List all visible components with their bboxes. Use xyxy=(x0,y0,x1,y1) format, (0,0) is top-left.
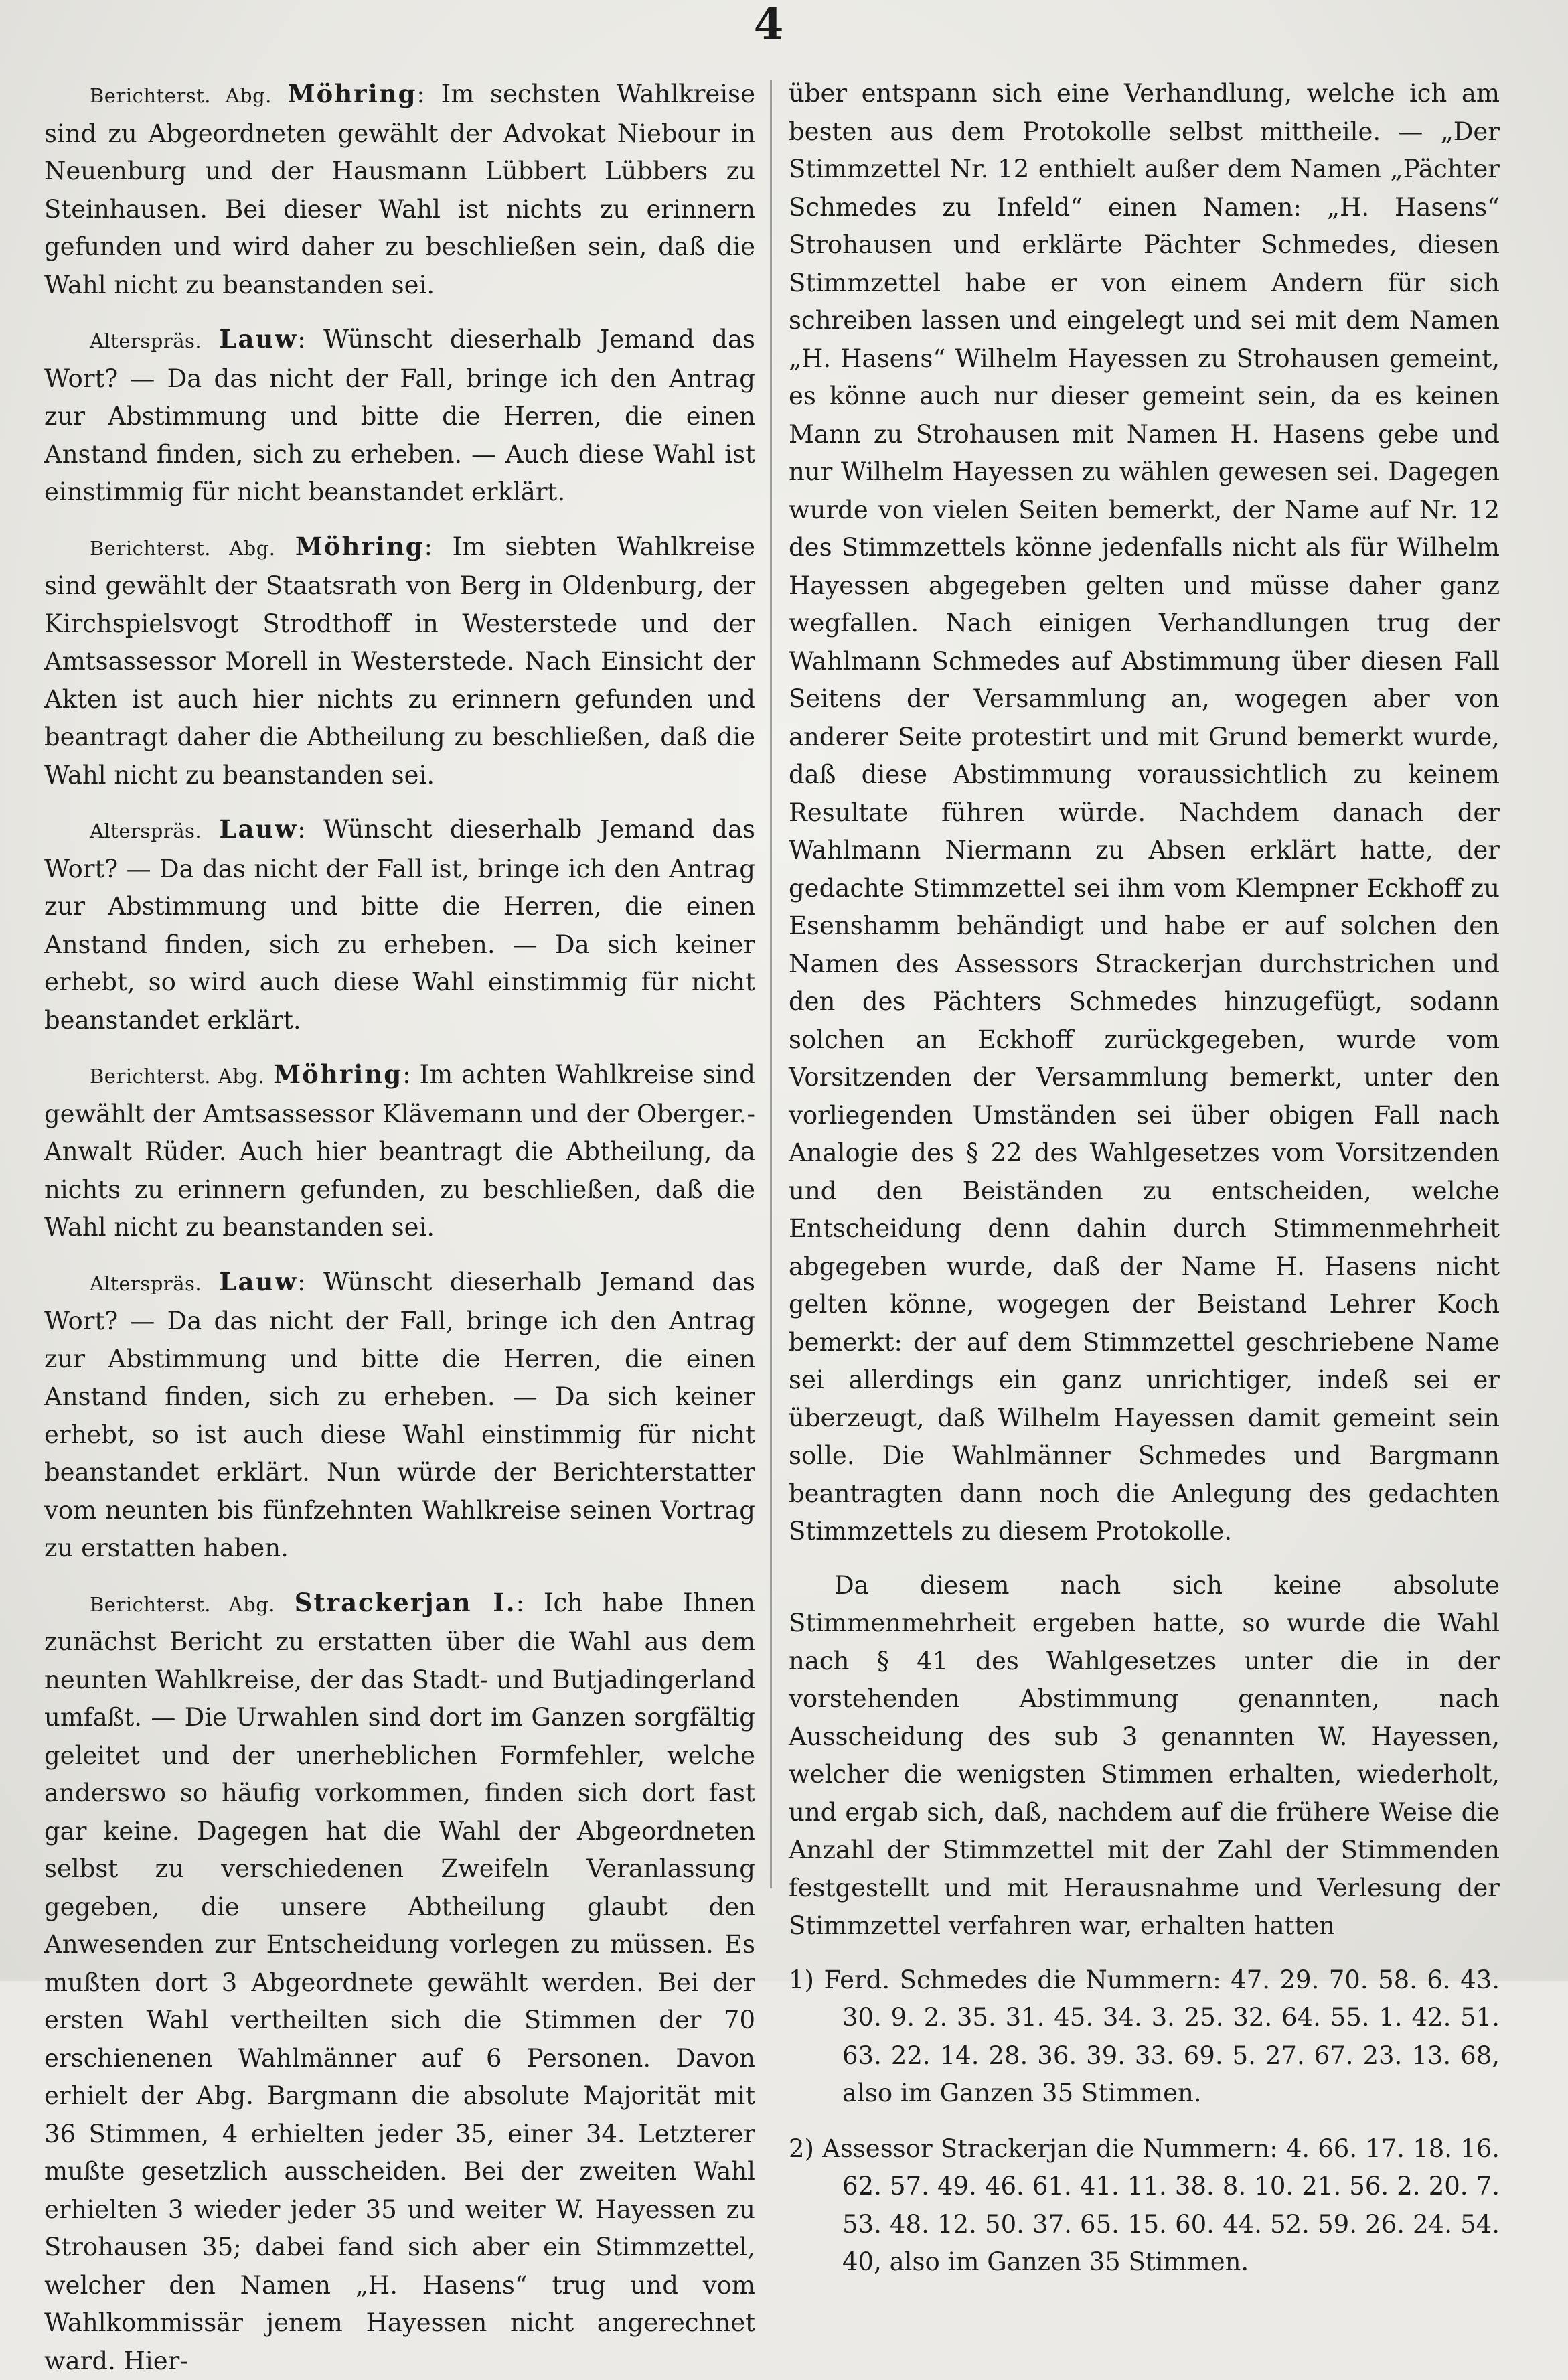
speech-paragraph: Alterspräs. Lauw: Wünscht dieserhalb Jemand das Wort? — Da das nicht der Fall, bringe ich den Antrag zur Abstimmung und bitte die Herren, die einen Anstand finden, sich zu erheben. — Da sich keiner erhebt, so ist auch diese Wahl einstimmig für nicht beanstandet erklärt. Nun würde der Berichterstatter vom neunten bis fünfzehnten Wahlkreise seinen Vortrag zu erstatten haben. xyxy=(44,1263,755,1568)
continuation-paragraph: über entspann sich eine Verhandlung, welche ich am besten aus dem Protokolle selbst mittheile. — „Der Stimmzettel Nr. 12 enthielt außer dem Namen „Pächter Schmedes zu Infeld“ einen Namen: „H. Hasens“ Strohausen und erklärte Pächter Schmedes, diesen Stimmzettel habe er von einem Andern für sich schreiben lassen und eingelegt und sei mit dem Namen „H. Hasens“ Wilhelm Hayessen zu Strohausen gemeint, es könne auch nur dieser gemeint sein, da es keinen Mann zu Strohausen mit Namen H. Hasens gebe und nur Wilhelm Hayessen zu wählen gewesen sei. Dagegen wurde von vielen Seiten bemerkt, der Name auf Nr. 12 des Stimmzettels könne jedenfalls nicht als für Wilhelm Hayessen abgegeben gelten und müsse daher ganz wegfallen. Nach einigen Verhandlungen trug der Wahlmann Schmedes auf Abstimmung über diesen Fall Seitens der Versammlung an, wogegen aber von anderer Seite protestirt und mit Grund bemerkt wurde, daß diese Abstimmung voraussichtlich zu keinem Resultate führen würde. Nachdem danach der Wahlmann Niermann zu Absen erklärt hatte, der gedachte Stimmzettel sei ihm vom Klempner Eckhoff zu Esenshamm behändigt und habe er auf solchen den Namen des Assessors Strackerjan durchstrichen und den des Pächters Schmedes hinzugefügt, sodann solchen an Eckhoff zurückgegeben, wurde vom Vorsitzenden der Versammlung bemerkt, unter den vorliegenden Umständen sei über obigen Fall nach Analogie des § 22 des Wahlgesetzes vom Vorsitzenden und den Beiständen zu entscheiden, welche Entscheidung denn dahin durch Stimmenmehrheit abgegeben wurde, daß der Name H. Hasens nicht gelten könne, wogegen der Beistand Lehrer Koch bemerkt: der auf dem Stimmzettel geschriebene Name sei allerdings ein ganz unrichtiger, indeß sei er überzeugt, daß Wilhelm Hayessen damit gemeint sein solle. Die Wahlmänner Schmedes und Bargmann beantragten dann noch die Anlegung des gedachten Stimmzettels zu diesem Protokolle. xyxy=(789,75,1500,1551)
list-item: 2) Assessor Strackerjan die Nummern: 4. 66. 17. 18. 16. 62. 57. 49. 46. 61. 41. 11. 38. 8. 10. 21. 56. 2. 20. 7. 53. 48. 12. 50. 37. 65. 15. 60. 44. 52. 59. 26. 24. 54. 40, also im Ganzen 35 Stimmen. xyxy=(789,2130,1500,2282)
column-divider xyxy=(770,80,772,1888)
body-paragraph: Da diesem nach sich keine absolute Stimmenmehrheit ergeben hatte, so wurde die Wahl nach § 41 des Wahlgesetzes unter die in der vorstehenden Abstimmung genannten, nach Ausscheidung des sub 3 genannten W. Hayessen, welcher die wenigsten Stimmen erhalten, wiederholt, und ergab sich, daß, nachdem auf die frühere Weise die Anzahl der Stimmzettel mit der Zahl der Stimmenden festgestellt und mit Herausnahme und Verlesung der Stimmzettel verfahren war, erhalten hatten xyxy=(789,1567,1500,1945)
speech-paragraph: Berichterst. Abg. Möhring: Im sechsten Wahlkreise sind zu Abgeordneten gewählt der Advokat Niebour in Neuenburg und der Hausmann Lübbert Lübbers zu Steinhausen. Bei dieser Wahl ist nichts zu erinnern gefunden und wird daher zu beschließen sein, daß die Wahl nicht zu beanstanden sei. xyxy=(44,75,755,304)
page-number: 4 xyxy=(749,1,789,48)
list-item: 1) Ferd. Schmedes die Nummern: 47. 29. 70. 58. 6. 43. 30. 9. 2. 35. 31. 45. 34. 3. 25. 32. 64. 55. 1. 42. 51. 63. 22. 14. 28. 36. 39. 33. 69. 5. 27. 67. 23. 13. 68, also im Ganzen 35 Stimmen. xyxy=(789,1961,1500,2113)
speech-paragraph: Berichterst. Abg. Möhring: Im achten Wahlkreise sind gewählt der Amtsassessor Klävemann und der Oberger.-Anwalt Rüder. Auch hier beantragt die Abtheilung, da nichts zu erinnern gefunden, zu beschließen, daß die Wahl nicht zu beanstanden sei. xyxy=(44,1055,755,1247)
speech-paragraph: Berichterst. Abg. Strackerjan I.: Ich habe Ihnen zunächst Bericht zu erstatten über die Wahl aus dem neunten Wahlkreise, der das Stadt- und Butjadingerland umfaßt. — Die Urwahlen sind dort im Ganzen sorgfältig geleitet und der unerheblichen Formfehler, welche anderswo so häufig vorkommen, finden sich dort fast gar keine. Dagegen hat die Wahl der Abgeordneten selbst zu verschiedenen Zweifeln Veranlassung gegeben, die unsere Abtheilung glaubt den Anwesenden zur Entscheidung vorlegen zu müssen. Es mußten dort 3 Abgeordnete gewählt werden. Bei der ersten Wahl vertheilten sich die Stimmen der 70 erschienenen Wahlmänner auf 6 Personen. Davon erhielt der Abg. Bargmann die absolute Majorität mit 36 Stimmen, 4 erhielten jeder 35, einer 34. Letzterer mußte gesetzlich ausscheiden. Bei der zweiten Wahl erhielten 3 wieder jeder 35 und weiter W. Hayessen zu Strohausen 35; dabei fand sich aber ein Stimmzettel, welcher den Namen „H. Hasens“ trug und vom Wahlkommissär jenem Hayessen nicht angerechnet ward. Hier- xyxy=(44,1584,755,2380)
speech-paragraph: Alterspräs. Lauw: Wünscht dieserhalb Jemand das Wort? — Da das nicht der Fall, bringe ich den Antrag zur Abstimmung und bitte die Herren, die einen Anstand finden, sich zu erheben. — Auch diese Wahl ist einstimmig für nicht beanstandet erklärt. xyxy=(44,320,755,512)
speech-paragraph: Alterspräs. Lauw: Wünscht dieserhalb Jemand das Wort? — Da das nicht der Fall ist, bringe ich den Antrag zur Abstimmung und bitte die Herren, die einen Anstand finden, sich zu erheben. — Da sich keiner erhebt, so wird auch diese Wahl einstimmig für nicht beanstandet erklärt. xyxy=(44,810,755,1039)
right-column xyxy=(789,75,1500,2299)
left-column xyxy=(44,75,755,2380)
speech-paragraph: Berichterst. Abg. Möhring: Im siebten Wahlkreise sind gewählt der Staatsrath von Berg in Oldenburg, der Kirchspielsvogt Strodthoff in Westerstede und der Amtsassessor Morell in Westerstede. Nach Einsicht der Akten ist auch hier nichts zu erinnern gefunden und beantragt daher die Abtheilung zu beschließen, daß die Wahl nicht zu beanstanden sei. xyxy=(44,528,755,795)
